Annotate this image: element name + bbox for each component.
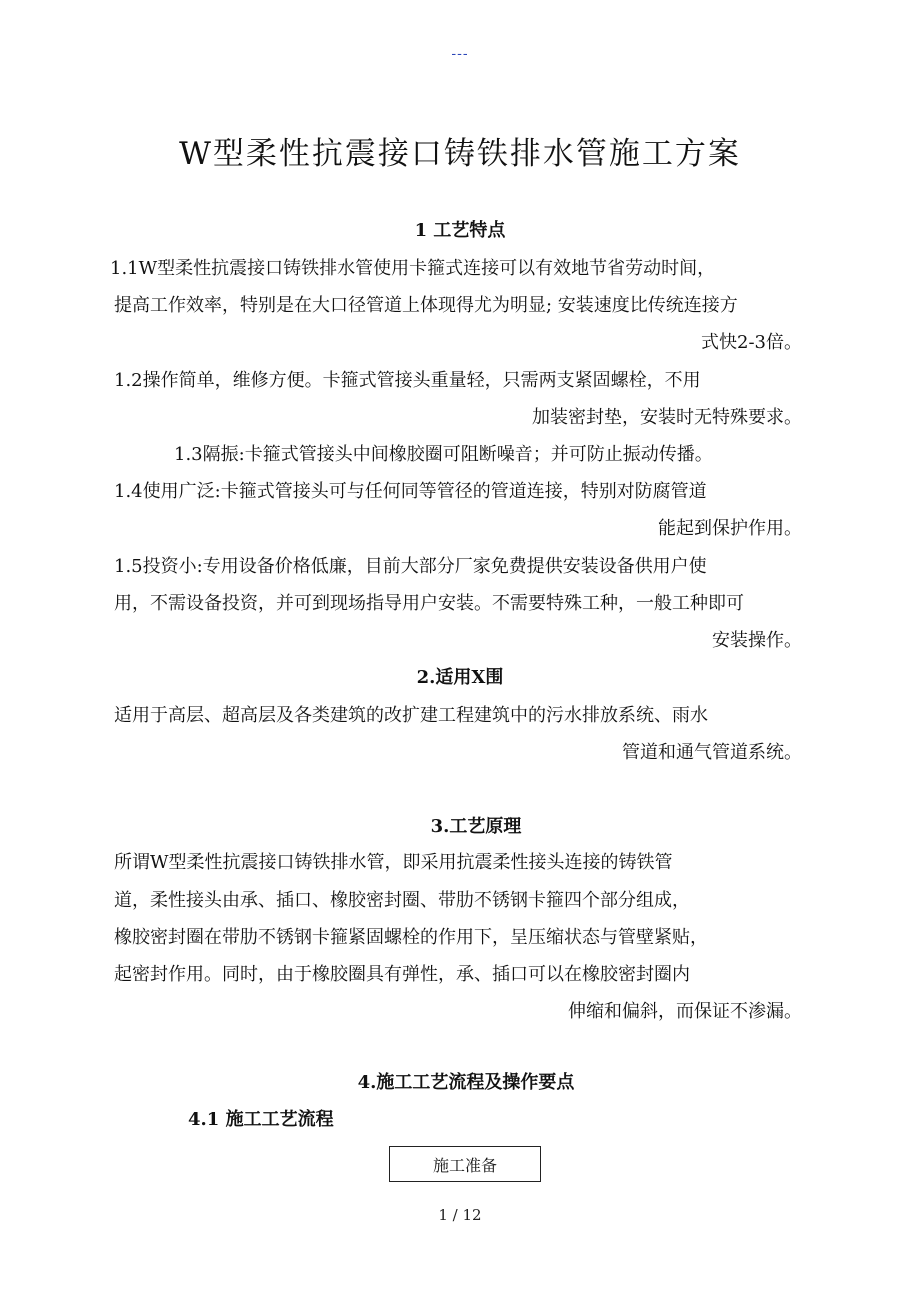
s1-p3-line1: 1.3隔振:卡箍式管接头中间橡胶圈可阻断噪音；并可防止振动传播。 xyxy=(174,444,713,465)
s3-p1-line4: 起密封作用。同时，由于橡胶圈具有弹性，承、插口可以在橡胶密封圈内 xyxy=(114,964,690,985)
s1-p2-line2: 加装密封垫，安装时无特殊要求。 xyxy=(532,407,802,428)
s1-p5-line1: 1.5投资小:专用设备价格低廉，目前大部分厂家免费提供安装设备供用户使 xyxy=(114,556,707,577)
s2-p1-line2: 管道和通气管道系统。 xyxy=(622,742,802,763)
s1-p2-line1: 1.2操作简单，维修方便。卡箍式管接头重量轻，只需两支紧固螺栓，不用 xyxy=(114,370,701,391)
s1-p1-line2: 提高工作效率，特别是在大口径管道上体现得尤为明显; 安装速度比传统连接方 xyxy=(114,295,738,316)
s1-p4-line2: 能起到保护作用。 xyxy=(658,518,802,539)
s3-p1-line3: 橡胶密封圈在带肋不锈钢卡箍紧固螺栓的作用下，呈压缩状态与管壁紧贴， xyxy=(114,927,708,948)
header-mark: --- xyxy=(451,46,469,62)
s1-p5-line2: 用，不需设备投资，并可到现场指导用户安装。不需要特殊工种，一般工种即可 xyxy=(114,593,744,614)
s3-p1-line5: 伸缩和偏斜，而保证不渗漏。 xyxy=(568,1001,802,1022)
section-4-heading: 4.施工工艺流程及操作要点 xyxy=(357,1072,575,1093)
s3-p1-line1: 所谓W型柔性抗震接口铸铁排水管，即采用抗震柔性接头连接的铸铁管 xyxy=(114,852,673,873)
section-1-heading: 1 工艺特点 xyxy=(414,220,506,241)
flow-step-preparation: 施工准备 xyxy=(389,1146,541,1182)
section-3-heading: 3.工艺原理 xyxy=(430,816,522,837)
s1-p1-line1: 1.1W型柔性抗震接口铸铁排水管使用卡箍式连接可以有效地节省劳动时间， xyxy=(110,258,716,279)
page-number: 1 / 12 xyxy=(438,1206,482,1224)
s2-p1-line1: 适用于高层、超高层及各类建筑的改扩建工程建筑中的污水排放系统、雨水 xyxy=(114,705,708,726)
s1-p1-line3: 式快2-3倍。 xyxy=(701,332,802,353)
s3-p1-line2: 道，柔性接头由承、插口、橡胶密封圈、带肋不锈钢卡箍四个部分组成， xyxy=(114,890,690,911)
section-2-heading: 2.适用X围 xyxy=(416,667,504,688)
section-4-1-heading: 4.1 施工工艺流程 xyxy=(188,1109,334,1130)
s1-p5-line3: 安装操作。 xyxy=(712,630,802,651)
s1-p4-line1: 1.4使用广泛:卡箍式管接头可与任何同等管径的管道连接，特别对防腐管道 xyxy=(114,481,707,502)
document-title: W型柔性抗震接口铸铁排水管施工方案 xyxy=(179,136,741,172)
